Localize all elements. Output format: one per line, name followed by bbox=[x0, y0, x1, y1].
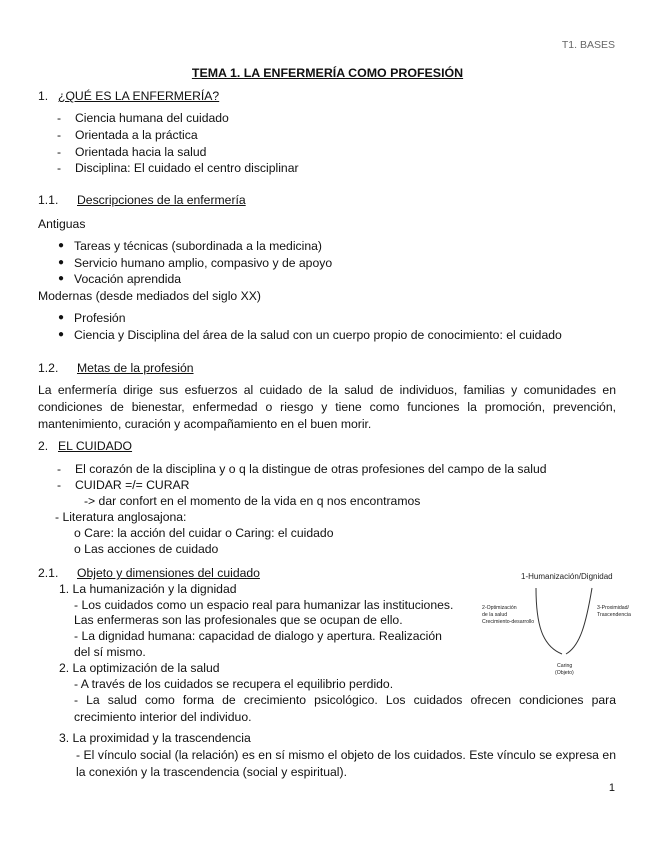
subsection-3-paragraph: - El vínculo social (la relación) es en sí mismo el objeto de los cuidados. Este vínculo se expresa en la conexión y la trascendencia (social y espiritual). bbox=[76, 748, 616, 779]
section-1-2-heading: Metas de la profesión bbox=[77, 361, 194, 375]
section-1-1-heading: Descripciones de la enfermería bbox=[77, 193, 246, 207]
antiguas-label: Antiguas bbox=[38, 217, 86, 231]
section-2-number: 2. bbox=[38, 439, 49, 453]
diagram-top-label: 1-Humanización/Dignidad bbox=[521, 572, 613, 581]
page-title: TEMA 1. LA ENFERMERÍA COMO PROFESIÓN bbox=[191, 66, 464, 80]
literature-label: - Literatura anglosajona: bbox=[55, 510, 187, 524]
section-1-2-number: 1.2. bbox=[38, 361, 59, 375]
diagram-left-curve bbox=[536, 588, 562, 654]
subsection-3-label: 3. La proximidad y la trascendencia bbox=[59, 731, 251, 745]
subsection-1-label: 1. La humanización y la dignidad bbox=[59, 582, 237, 596]
section-1-number: 1. bbox=[38, 89, 49, 103]
section-1-heading: ¿QUÉ ES LA ENFERMERÍA? bbox=[58, 89, 220, 103]
subsection-1-line: - Los cuidados como un espacio real para humanizar las instituciones. bbox=[74, 598, 454, 612]
subsection-1-line: Las enfermeras son las profesionales que se ocupan de ello. bbox=[74, 613, 403, 627]
section-2-1-heading: Objeto y dimensiones del cuidado bbox=[77, 566, 260, 580]
diagram-right-label: 3-Proximidad/ bbox=[597, 605, 630, 611]
modernas-label: Modernas (desde mediados del siglo XX) bbox=[38, 289, 261, 303]
diagram-left-label: Crecimiento-desarrollo bbox=[482, 619, 535, 625]
diagram-bottom-label: Caring bbox=[557, 663, 573, 669]
subsection-1-line: del sí mismo. bbox=[74, 645, 146, 659]
section-1-2-paragraph: La enfermería dirige sus esfuerzos al cuidado de la salud de individuos, familias y comunidades en condiciones de bienestar, enfermedad o riesgo y tiene como funciones la promoción, prevención, mantenimiento, curación y acompañamiento en el buen morir. bbox=[38, 383, 616, 431]
diagram-left-label: 2-Optimización bbox=[482, 605, 517, 611]
section-1-1-number: 1.1. bbox=[38, 193, 59, 207]
section-2-1-number: 2.1. bbox=[38, 566, 59, 580]
document-page: T1. BASES TEMA 1. LA ENFERMERÍA COMO PROFESIÓN 1. ¿QUÉ ES LA ENFERMERÍA? - Ciencia humana del cuidado - Orientada a la práctica - Orientada hacia la salud - Disciplina: El cuidado el centro disciplinar 1.1. Descripciones de la enfermería Antiguas ● Tareas y técnicas (subordinada a la medicina) ● Servicio humano amplio, compasivo y de apoyo ● Vocación aprendida Modernas (desde mediados del siglo XX) ● Profesión ● Ciencia y Disciplina del área de la salud con un cuerpo propio de conocimiento: el cuidado 1.2. Metas de la profesión La enfermería dirige sus esfuerzos al cuidado de la salud de individuos, familias y comunidades en condiciones de bienestar, enfermedad o riesgo y tiene como funciones la promoción, prevención, mantenimiento, curación y acompañamiento en el buen morir. 2. EL CUIDADO - El corazón de la disciplina y o q la distingue de otras profesiones del campo de la salud - CUIDAR =/= CURAR -> dar confort en el momento de la vida en q nos encontramos - Literatura anglosajona: o Care: la acción del cuidar o Caring: el cuidado o Las acciones de cuidado 2.1. Objeto y dimensiones del cuidado 1. La humanización y la dignidad - Los cuidados como un espacio real para humanizar las instituciones. Las enfermeras son las profesionales que se ocupan de ello. - La dignidad humana: capacidad de dialogo y apertura. Realización del sí mismo. 2. La optimización de la salud - A través de los cuidados se recupera el equilibrio perdido. - La salud como forma de crecimiento psicológico. Los cuidados ofrecen condiciones para crecimiento interior del individuo. 3. La proximidad y la trascendencia - El vínculo social (la relación) es en sí mismo el objeto de los cuidados. Este vínculo se expresa en la conexión y la trascendencia (social y espiritual). 1-Humanización/Dignidad 2-Optimización de la salud Crecimiento-desarrollo 3-Proximidad/ Trascendencia Caring (Objeto) 1 bbox=[0, 0, 655, 848]
list-item: o Care: la acción del cuidar o Caring: el cuidado bbox=[74, 526, 334, 540]
section-2-heading: EL CUIDADO bbox=[58, 439, 133, 453]
page-number: 1 bbox=[608, 782, 615, 794]
diagram-right-label: Trascendencia bbox=[597, 612, 631, 618]
diagram-left-label: de la salud bbox=[482, 612, 508, 618]
diagram-bottom-label: (Objeto) bbox=[555, 670, 574, 676]
subsection-2-line: - A través de los cuidados se recupera el equilibrio perdido. bbox=[74, 677, 394, 691]
list-item: o Las acciones de cuidado bbox=[74, 542, 219, 556]
arrow-note: -> dar confort en el momento de la vida en q nos encontramos bbox=[84, 494, 421, 508]
subsection-2-paragraph: - La salud como forma de crecimiento psicológico. Los cuidados ofrecen condiciones para crecimiento interior del individuo. bbox=[74, 693, 616, 724]
care-dimensions-diagram bbox=[474, 564, 631, 684]
diagram-right-curve bbox=[566, 588, 592, 654]
header-tag: T1. BASES bbox=[561, 39, 615, 51]
subsection-1-line: - La dignidad humana: capacidad de dialogo y apertura. Realización bbox=[74, 629, 442, 643]
subsection-2-label: 2. La optimización de la salud bbox=[59, 661, 220, 675]
